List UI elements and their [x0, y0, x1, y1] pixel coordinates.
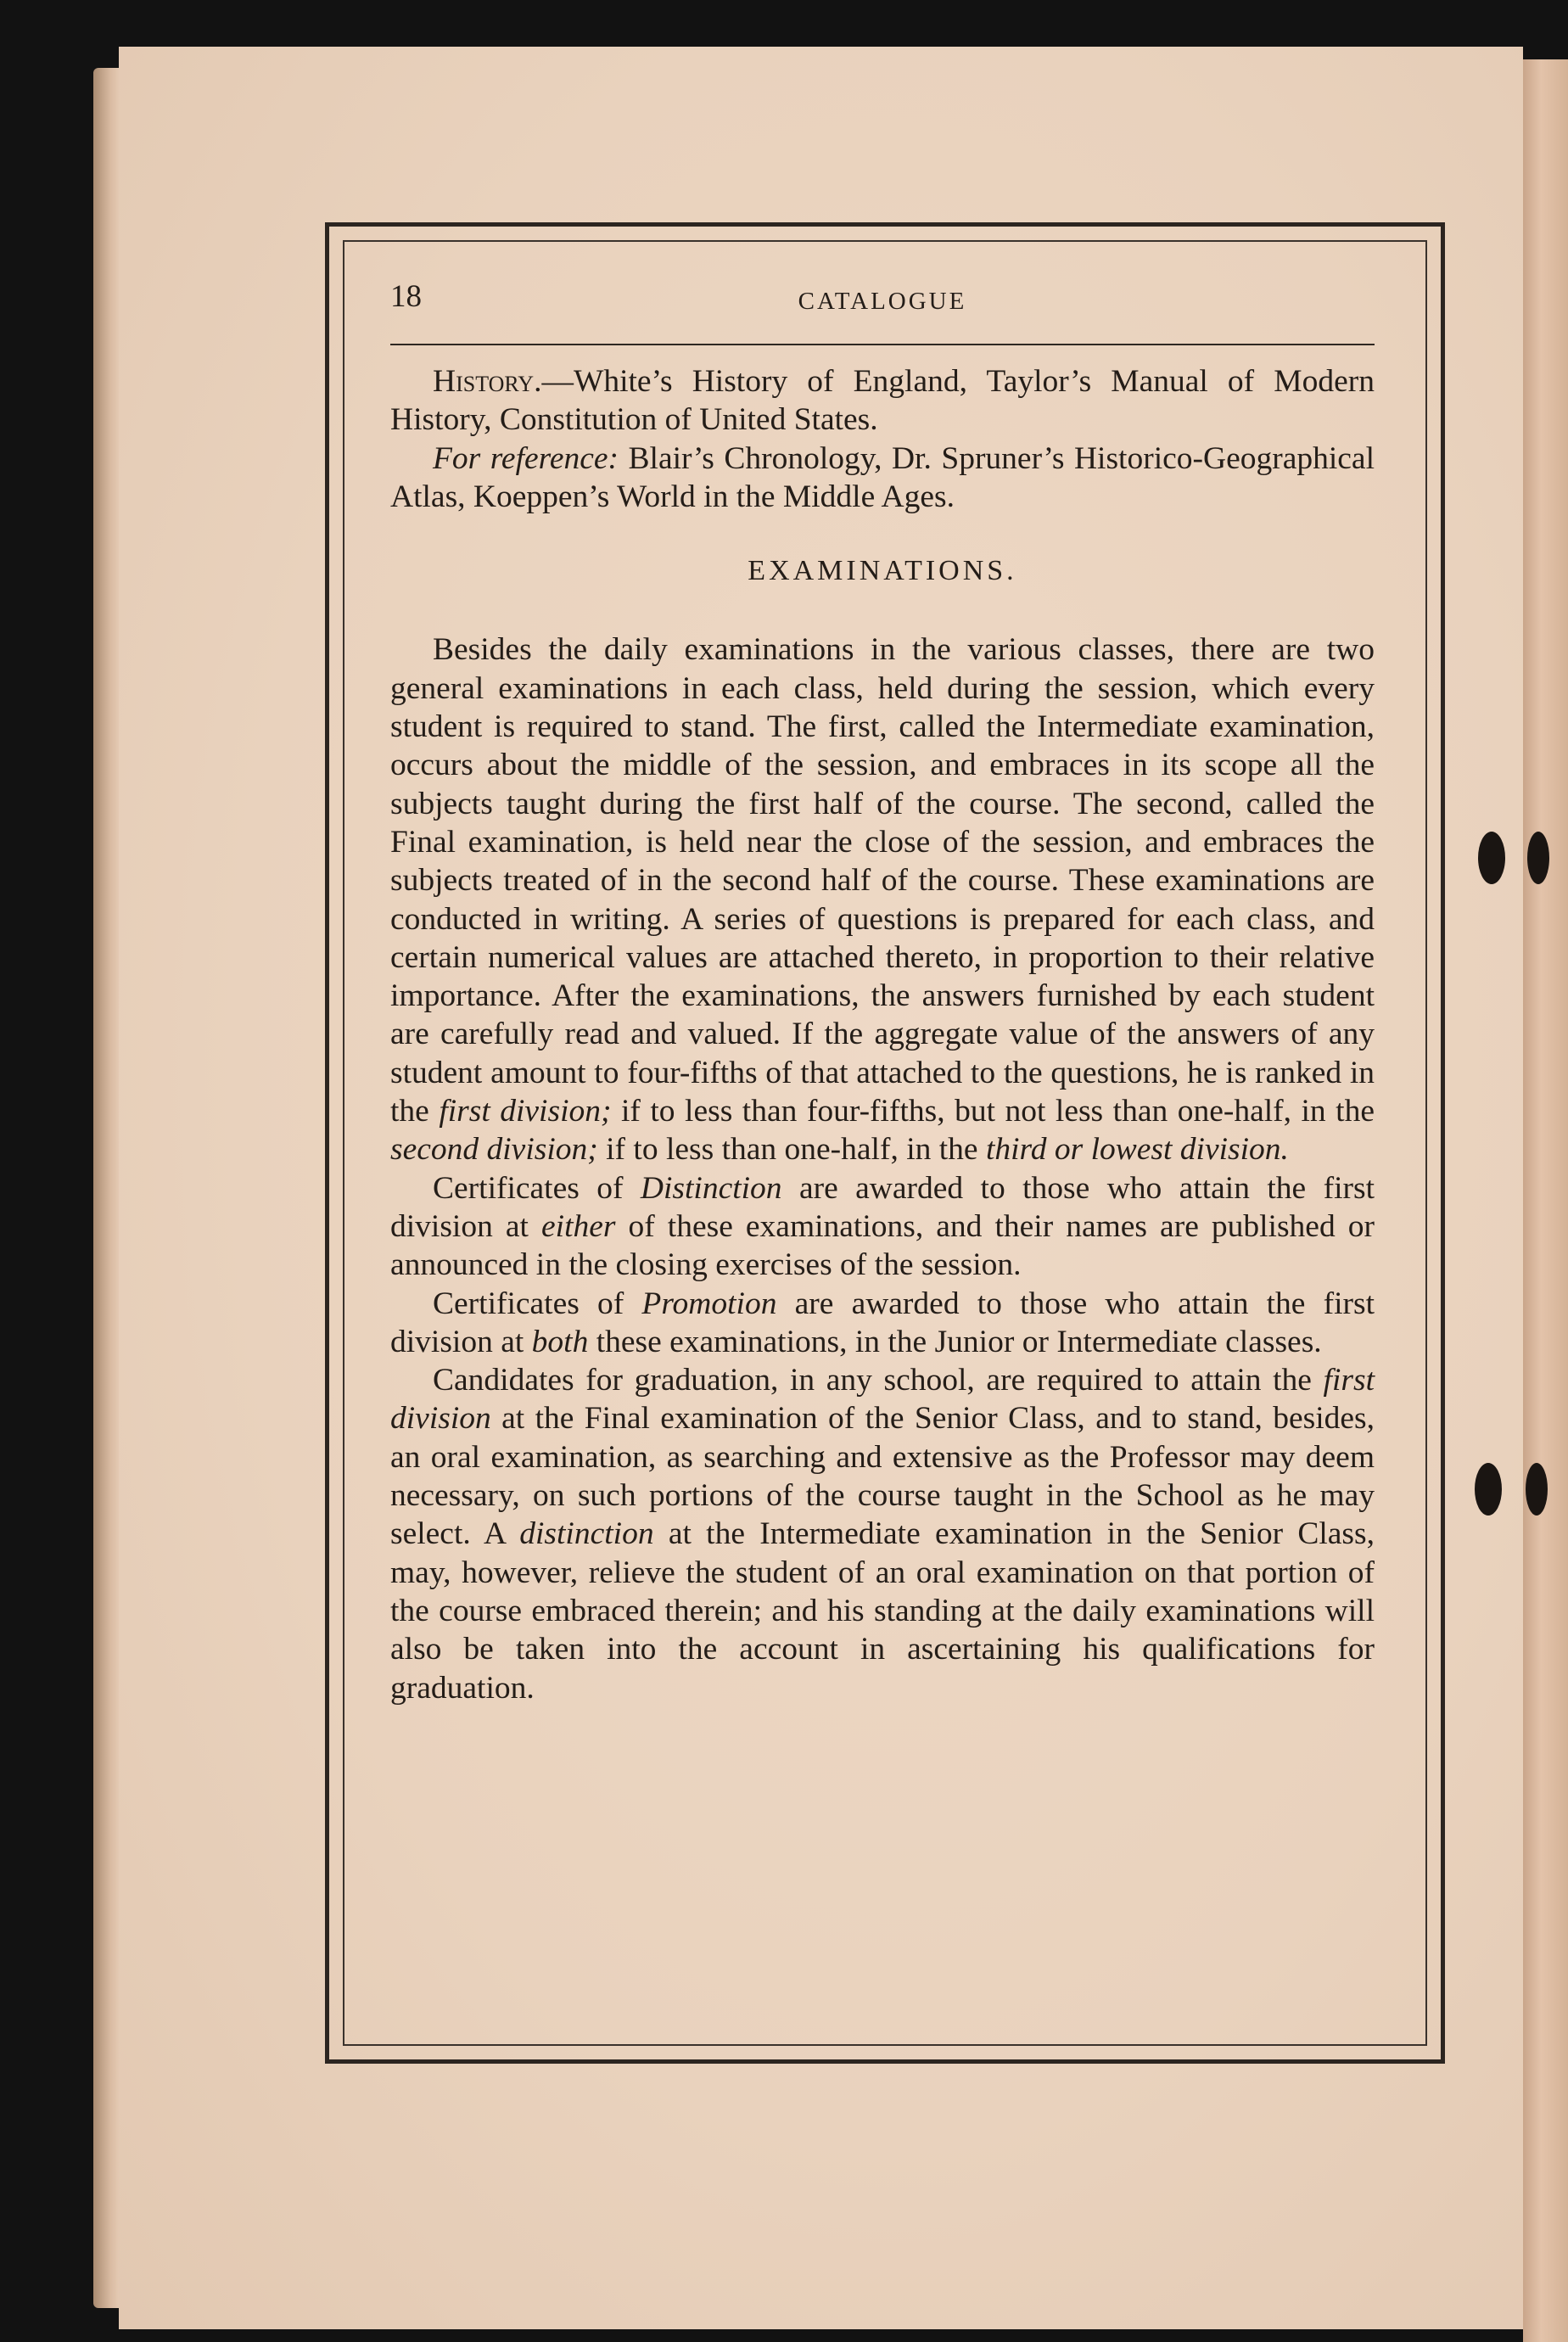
running-title: CATALOGUE: [798, 288, 967, 315]
text-run: of these examinations, and their names are published or announced in the closing exercises of the session.: [390, 1208, 1375, 1283]
binding-hole: [1527, 832, 1549, 884]
italic-run: both: [531, 1324, 589, 1359]
text-run: if to less than four-fifths, but not less than one-half, in the: [611, 1094, 1375, 1129]
page-border-outer: [325, 222, 1445, 2064]
reference-text: Blair’s Chronology, Dr. Spruner’s Historico-Geographical Atlas, Koeppen’s World in the Middle Ages.: [390, 440, 1375, 514]
binding-hole: [1478, 832, 1505, 884]
italic-run: Distinction: [640, 1170, 782, 1206]
italic-run: third or lowest division.: [985, 1132, 1289, 1168]
italic-run: either: [541, 1208, 616, 1244]
section-heading: EXAMINATIONS.: [748, 555, 1017, 587]
text-run: Certificates of: [433, 1286, 642, 1321]
page-content: [390, 277, 1375, 1707]
facing-page-strip: [1523, 59, 1568, 2342]
page-number: 18: [390, 279, 422, 314]
binding-hole: [1526, 1463, 1548, 1516]
page-stack-edge: [93, 68, 122, 2308]
text-run: if to less than one-half, in the: [597, 1132, 986, 1168]
paragraph-graduation: [390, 1361, 1375, 1707]
history-text: —White’s History of England, Taylor’s Manual of Modern History, Constitution of United States.: [390, 364, 1375, 438]
italic-run: second division;: [390, 1132, 598, 1168]
paragraph-promotion: [390, 1285, 1375, 1362]
paragraph-distinction: [390, 1169, 1375, 1285]
history-label: History.: [433, 364, 542, 399]
reference-paragraph: [390, 440, 1375, 517]
text-run: are awarded to those who attain the first division at: [390, 1286, 1375, 1359]
italic-run: first division;: [439, 1094, 612, 1129]
italic-run: first division: [390, 1363, 1375, 1437]
header-rule: [390, 344, 1375, 345]
binding-hole: [1475, 1463, 1502, 1516]
text-run: at the Intermediate examination in the Senior Class, may, however, relieve the student of an oral examination on that portion of the course embraced therein; and his standing at the daily examinations will also be taken into the account in ascertaining his qualifications for graduation.: [390, 1516, 1375, 1706]
text-run: are awarded to those who attain the first division at: [390, 1170, 1375, 1244]
history-paragraph: [390, 362, 1375, 440]
text-run: Candidates for graduation, in any school, are required to attain the: [433, 1363, 1324, 1398]
italic-run: distinction: [519, 1516, 654, 1552]
paragraph-examinations: [390, 630, 1375, 1168]
text-run: Besides the daily examinations in the various classes, there are two general examinations in each class, held during the session, which every student is required to stand. The first, called the Intermediate examination, occurs about the middle of the session, and embraces in its scope all the subjects taught during the first half of the course. The second, called the Final examination, is held near the close of the session, and embraces the subjects treated of in the second half of the course. These examinations are conducted in writing. A series of questions is prepared for each class, and certain numerical values are attached thereto, in proportion to their relative importance. After the examinations, the answers furnished by each student are carefully read and valued. If the aggregate value of the answers of any student amount to four-fifths of that attached to the questions, he is ranked in the: [390, 632, 1375, 1129]
running-header: [390, 277, 1375, 328]
reference-label: For reference:: [433, 440, 619, 476]
text-run: at the Final examination of the Senior Class, and to stand, besides, an oral examination, as searching and extensive as the Professor may deem necessary, on such portions of the course taught in the School as he may select. A: [390, 1401, 1375, 1552]
text-run: Certificates of: [433, 1170, 641, 1206]
italic-run: Promotion: [641, 1286, 777, 1321]
text-run: these examinations, in the Junior or Intermediate classes.: [588, 1324, 1322, 1359]
